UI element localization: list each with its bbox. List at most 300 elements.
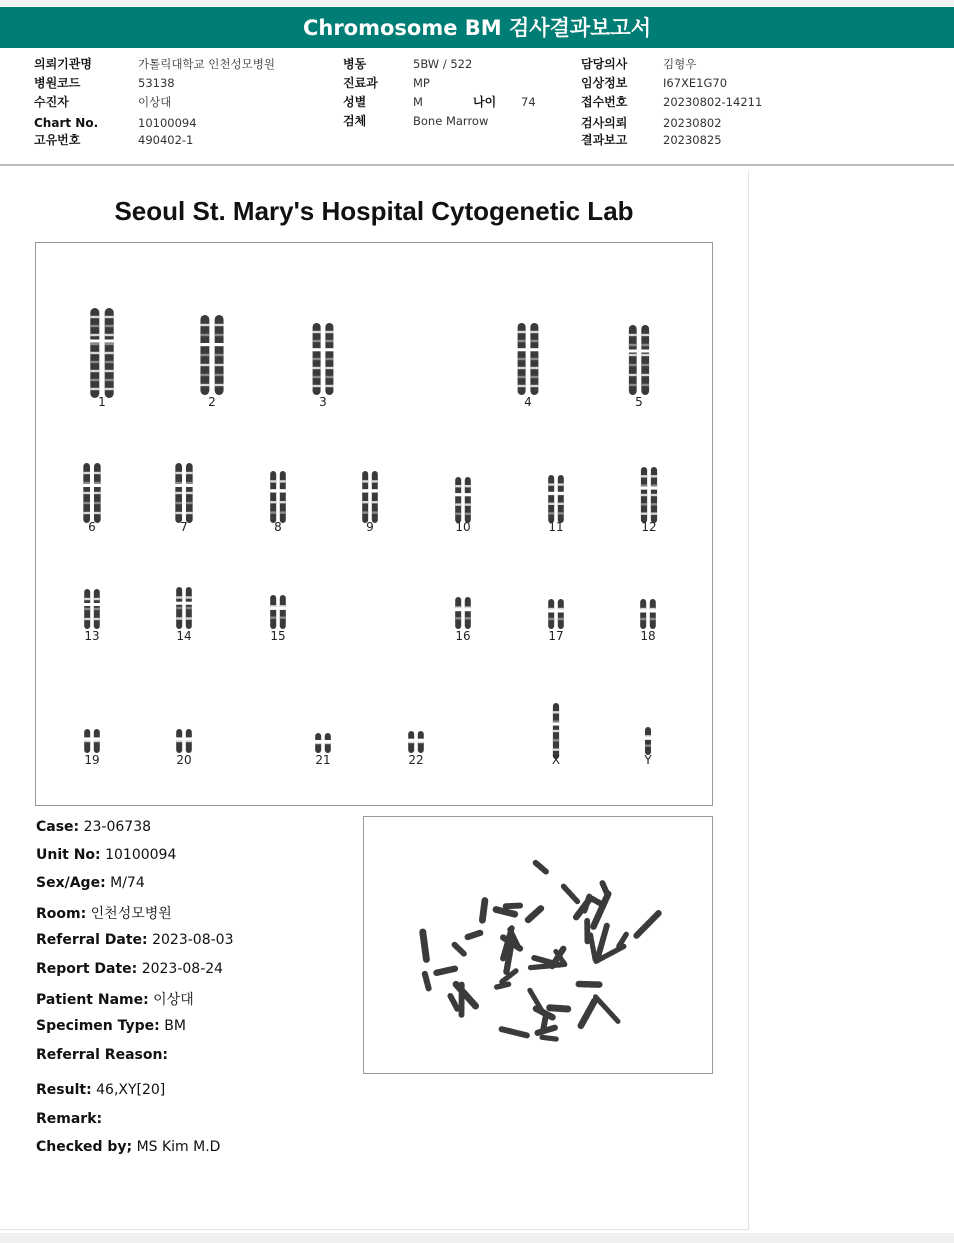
chromosome-band — [530, 340, 538, 342]
chromatid — [465, 597, 471, 629]
chromosome-label-16: 16 — [455, 629, 471, 643]
chromosome-band — [270, 511, 276, 513]
centromere — [548, 610, 555, 613]
chromosome-band — [105, 370, 114, 372]
chromosome-pair-21 — [315, 733, 332, 753]
chromosome-band — [372, 511, 378, 513]
chromosome-band — [105, 334, 114, 336]
field-room: Room: 인천성모병원 — [36, 906, 172, 922]
centromere — [517, 348, 526, 351]
centromere — [185, 602, 192, 605]
chromosome-pair-18 — [640, 599, 657, 629]
chromosome-band — [455, 617, 461, 619]
chromosome-band — [558, 483, 564, 485]
chromosome-band — [518, 331, 526, 333]
chromosome-band — [641, 354, 649, 356]
centromere — [200, 343, 210, 346]
chromosome-label-14: 14 — [176, 629, 192, 643]
chromosome-band — [530, 376, 538, 378]
label-clinical-info: 임상정보 — [581, 76, 628, 90]
chromosome-label-X: X — [551, 753, 561, 767]
metaphase-chromosome — [579, 984, 600, 985]
chromosome-band — [641, 512, 647, 514]
chromosome-pair-11 — [548, 475, 565, 523]
karyogram-panel — [35, 242, 713, 806]
chromosome-label-7: 7 — [180, 520, 188, 534]
chromosome-band — [176, 607, 182, 609]
chromosome-band — [90, 316, 99, 318]
chromosome-pair-22 — [408, 731, 425, 753]
value-hospital-code: 53138 — [138, 76, 175, 90]
field-specimen-type: Specimen Type: BM — [36, 1018, 186, 1034]
chromosome-band — [90, 352, 99, 354]
chromosome-pair-6 — [83, 463, 101, 523]
chromosome-band — [200, 334, 209, 336]
chromosome-pair-12 — [640, 467, 657, 523]
chromosome-band — [651, 484, 657, 486]
chromosome-band — [200, 384, 209, 386]
chromosome-band — [629, 354, 637, 356]
label-age: 나이 — [473, 95, 497, 109]
chromosome-band — [641, 475, 647, 477]
chromosome-band — [548, 503, 554, 505]
metaphase-chromosome — [581, 1001, 595, 1026]
value-department: MP — [413, 76, 430, 90]
centromere — [104, 340, 114, 343]
metaphase-chromosome — [592, 899, 603, 905]
chromosome-band — [641, 494, 647, 496]
chromosome-label-15: 15 — [270, 629, 286, 643]
chromosome-band — [313, 358, 321, 360]
value-clinical-info: I67XE1G70 — [663, 76, 728, 90]
chromosome-band — [200, 354, 209, 356]
chromosome-band — [215, 364, 224, 366]
chromatid — [280, 595, 286, 629]
chromosome-band — [325, 385, 333, 387]
metaphase-chromosome — [536, 863, 546, 872]
chromosome-label-19: 19 — [84, 753, 100, 767]
metaphase-chromosome — [482, 901, 484, 921]
centromere — [93, 603, 100, 606]
chromosome-band — [186, 596, 192, 598]
chromosome-label-8: 8 — [274, 520, 282, 534]
value-sex: M — [413, 95, 423, 109]
centromere — [279, 489, 286, 492]
chromosome-pair-20 — [176, 729, 193, 753]
chromosome-band — [548, 483, 554, 485]
top-border — [0, 0, 954, 6]
metaphase-chromosome — [496, 910, 515, 915]
chromosome-band — [200, 324, 209, 326]
metaphase-spread-panel — [363, 816, 713, 1074]
chromosome-band — [465, 485, 471, 487]
chromosome-band — [629, 344, 637, 346]
chromosome-band — [325, 358, 333, 360]
centromere — [324, 740, 331, 743]
label-ward: 병동 — [343, 57, 367, 71]
centromere — [312, 348, 321, 351]
chromosome-band — [372, 501, 378, 503]
chromosome-band — [105, 343, 114, 345]
metaphase-chromosome — [538, 1028, 555, 1033]
chromosome-band — [176, 617, 182, 619]
chromosome-band — [629, 384, 637, 386]
metaphase-chromosome — [506, 906, 520, 907]
chromosome-pair-4 — [517, 323, 539, 395]
field-referral-date: Referral Date: 2023-08-03 — [36, 932, 234, 948]
label-physician: 담당의사 — [581, 57, 628, 71]
chromosome-pair-X — [552, 703, 559, 759]
chromosome-band — [175, 502, 182, 504]
chromosome-band — [518, 358, 526, 360]
chromosome-band — [83, 472, 90, 474]
chromosome-pair-Y — [645, 727, 652, 755]
chromosome-band — [90, 343, 99, 345]
metaphase-chromosome — [468, 933, 480, 937]
field-report-date: Report Date: 2023-08-24 — [36, 961, 224, 977]
centromere — [279, 607, 286, 610]
chromosome-band — [558, 503, 564, 505]
chromosome-pair-8 — [270, 471, 287, 523]
metaphase-chromosome — [598, 926, 607, 957]
chromosome-band — [530, 385, 538, 387]
chromosome-pair-1 — [90, 308, 114, 398]
chromosome-label-1: 1 — [98, 395, 106, 409]
chromosome-band — [200, 364, 209, 366]
chromosome-band — [313, 340, 321, 342]
chromosome-band — [548, 512, 554, 514]
value-physician: 김형우 — [663, 57, 697, 71]
chromosome-band — [651, 494, 657, 496]
chromosome-band — [215, 354, 224, 356]
metaphase-chromosome — [425, 974, 429, 988]
chromosome-band — [455, 485, 461, 487]
chromatid — [548, 599, 554, 629]
chromatid — [640, 599, 646, 629]
chromosome-band — [90, 388, 99, 390]
label-receipt-number: 접수번호 — [581, 95, 628, 109]
centromere — [557, 610, 564, 613]
metaphase-chromosome — [591, 935, 596, 960]
centromere — [464, 493, 471, 496]
chromosome-band — [313, 331, 321, 333]
centromere — [214, 343, 224, 346]
chromosome-band — [645, 744, 651, 746]
chromosome-band — [186, 482, 193, 484]
chromosome-band — [553, 711, 559, 713]
chromosome-band — [105, 361, 114, 363]
metaphase-chromosome — [602, 883, 607, 893]
chromosome-band — [362, 480, 368, 482]
centromere — [548, 492, 555, 495]
centromere — [640, 487, 647, 490]
chromatid — [548, 475, 554, 523]
chromosome-band — [84, 598, 90, 600]
label-test-request: 검사의뢰 — [581, 116, 628, 130]
chromosome-band — [325, 340, 333, 342]
chromatid — [372, 471, 378, 523]
label-specimen: 검체 — [343, 114, 367, 128]
centromere — [552, 723, 559, 726]
chromosome-band — [270, 480, 276, 482]
chromosome-band — [90, 325, 99, 327]
field-result: Result: 46,XY[20] — [36, 1082, 166, 1098]
chromosome-band — [94, 598, 100, 600]
chromosome-band — [90, 379, 99, 381]
chromosome-band — [215, 334, 224, 336]
chromosome-band — [313, 385, 321, 387]
chromosome-label-2: 2 — [208, 395, 216, 409]
centromere — [176, 602, 183, 605]
centromere — [455, 493, 462, 496]
chromosome-band — [313, 367, 321, 369]
chromosome-band — [553, 748, 559, 750]
metaphase-chromosome — [497, 984, 509, 987]
chromosome-band — [530, 367, 538, 369]
chromosome-band — [94, 608, 100, 610]
chromosome-label-10: 10 — [455, 520, 471, 534]
chromosome-band — [215, 384, 224, 386]
chromosome-band — [629, 334, 637, 336]
chromosome-band — [270, 501, 276, 503]
metaphase-chromosome — [528, 908, 541, 919]
chromatid — [362, 471, 368, 523]
chromosome-pair-10 — [455, 477, 472, 523]
chromosome-band — [518, 340, 526, 342]
chromosome-band — [105, 388, 114, 390]
chromatid — [270, 471, 276, 523]
centromere — [417, 739, 424, 742]
centromere — [649, 610, 656, 613]
chromosome-band — [176, 596, 182, 598]
chromosome-band — [105, 316, 114, 318]
chromosome-pair-15 — [270, 595, 287, 629]
chromatid — [650, 599, 656, 629]
centromere — [315, 740, 322, 743]
chromosome-band — [200, 374, 209, 376]
chromosome-pair-14 — [176, 587, 193, 629]
chromosome-band — [94, 492, 101, 494]
chromosome-band — [90, 334, 99, 336]
chromosome-band — [530, 358, 538, 360]
chromosome-band — [175, 482, 182, 484]
value-ward: 5BW / 522 — [413, 57, 473, 71]
chromosome-band — [186, 512, 193, 514]
chromosome-band — [553, 720, 559, 722]
chromosome-band — [94, 482, 101, 484]
field-patient-name: Patient Name: 이상대 — [36, 992, 194, 1008]
chromosome-band — [518, 376, 526, 378]
value-result-report: 20230825 — [663, 133, 722, 147]
chromosome-band — [558, 618, 564, 620]
chromosome-band — [186, 472, 193, 474]
chromosome-band — [651, 512, 657, 514]
label-department: 진료과 — [343, 76, 378, 90]
value-unique-number: 490402-1 — [138, 133, 194, 147]
label-result-report: 결과보고 — [581, 133, 628, 147]
chromosome-label-22: 22 — [408, 753, 424, 767]
chromatid — [280, 471, 286, 523]
centromere — [83, 484, 91, 487]
chromatid — [270, 595, 276, 629]
chromosome-pair-17 — [548, 599, 565, 629]
centromere — [94, 484, 102, 487]
centromere — [464, 608, 471, 611]
label-hospital-code: 병원코드 — [34, 76, 81, 90]
label-unique-number: 고유번호 — [34, 133, 81, 147]
chromosome-band — [641, 364, 649, 366]
centromere — [650, 487, 657, 490]
chromosome-label-17: 17 — [548, 629, 564, 643]
chromosome-band — [84, 608, 90, 610]
centromere — [186, 484, 194, 487]
value-chart-no: 10100094 — [138, 116, 197, 130]
metaphase-chromosome — [542, 1037, 556, 1039]
chromosome-band — [455, 513, 461, 515]
chromosome-pair-5 — [628, 325, 649, 395]
chromatid — [465, 477, 471, 523]
chromosome-band — [629, 374, 637, 376]
chromosome-band — [518, 367, 526, 369]
chromosome-band — [280, 501, 286, 503]
chromosome-band — [90, 370, 99, 372]
chromosome-band — [175, 472, 182, 474]
chromosome-band — [280, 480, 286, 482]
chromosome-band — [280, 616, 286, 618]
chromatid — [455, 477, 461, 523]
chromosome-band — [186, 617, 192, 619]
chromosome-band — [94, 512, 101, 514]
chromosome-band — [641, 344, 649, 346]
centromere — [408, 739, 415, 742]
chromosome-band — [629, 364, 637, 366]
value-age: 74 — [521, 95, 536, 109]
chromosome-band — [651, 503, 657, 505]
centromere — [371, 489, 378, 492]
chromosome-band — [518, 385, 526, 387]
centromere — [325, 348, 334, 351]
chromosome-pair-9 — [362, 471, 379, 523]
chromosome-band — [641, 384, 649, 386]
chromosome-band — [83, 512, 90, 514]
chromosome-label-4: 4 — [524, 395, 532, 409]
centromere — [455, 608, 462, 611]
chromosome-band — [186, 492, 193, 494]
chromosome-band — [651, 475, 657, 477]
chromosome-band — [558, 512, 564, 514]
metaphase-chromosome — [423, 932, 427, 959]
chromosome-band — [650, 618, 656, 620]
chromosome-band — [641, 374, 649, 376]
field-sex-age: Sex/Age: M/74 — [36, 875, 145, 891]
chromosome-band — [175, 492, 182, 494]
metaphase-chromosome — [636, 913, 659, 936]
chromosome-pair-2 — [200, 315, 224, 395]
value-test-request: 20230802 — [663, 116, 722, 130]
centromere — [362, 489, 369, 492]
chromosome-band — [84, 618, 90, 620]
field-checked-by: Checked by; MS Kim M.D — [36, 1139, 221, 1155]
value-patient: 이상대 — [138, 95, 172, 109]
report-title-bar — [0, 7, 954, 48]
centromere — [84, 737, 91, 740]
chromosome-band — [548, 618, 554, 620]
chromosome-pair-13 — [84, 589, 101, 629]
chromosome-band — [83, 492, 90, 494]
bottom-border — [0, 1233, 954, 1243]
metaphase-chromosome — [437, 969, 455, 973]
chromosome-band — [105, 325, 114, 327]
karyogram-image — [36, 243, 712, 805]
chromosome-pair-7 — [175, 463, 193, 523]
chromosome-band — [465, 503, 471, 505]
metaphase-spread-image — [364, 817, 712, 1073]
chromosome-band — [465, 513, 471, 515]
centromere — [645, 737, 652, 740]
value-specimen: Bone Marrow — [413, 114, 489, 128]
chromosome-band — [186, 607, 192, 609]
centromere — [270, 607, 277, 610]
centromere — [93, 737, 100, 740]
chromosome-pair-19 — [84, 729, 101, 753]
chromatid — [558, 475, 564, 523]
chromatid — [455, 597, 461, 629]
centromere — [90, 340, 100, 343]
chromosome-pair-16 — [455, 597, 472, 629]
label-chart-no: Chart No. — [34, 116, 99, 130]
chromosome-band — [90, 361, 99, 363]
centromere — [270, 489, 277, 492]
centromere — [185, 737, 192, 740]
metaphase-chromosome — [502, 1029, 528, 1035]
chromosome-band — [215, 324, 224, 326]
metaphase-chromosome — [455, 945, 464, 954]
chromatid — [645, 727, 651, 755]
field-remark: Remark: — [36, 1111, 103, 1127]
chromatid — [558, 599, 564, 629]
chromosome-label-6: 6 — [88, 520, 96, 534]
chromosome-band — [215, 374, 224, 376]
metaphase-chromosome — [450, 996, 457, 1009]
chromosome-band — [640, 618, 646, 620]
chromosome-band — [641, 334, 649, 336]
chromosome-band — [270, 616, 276, 618]
chromosome-band — [362, 511, 368, 513]
chromosome-band — [83, 502, 90, 504]
label-patient: 수진자 — [34, 95, 69, 109]
chromosome-band — [105, 352, 114, 354]
lab-title: Seoul St. Mary's Hospital Cytogenetic Lab — [114, 196, 634, 226]
metaphase-chromosome — [564, 886, 578, 902]
field-referral-reason: Referral Reason: — [36, 1047, 169, 1063]
field-case: Case: 23-06738 — [36, 819, 152, 835]
metaphase-chromosome — [596, 997, 618, 1022]
chromosome-label-11: 11 — [548, 520, 564, 534]
centromere — [640, 610, 647, 613]
chromosome-label-13: 13 — [84, 629, 100, 643]
value-receipt-number: 20230802-14211 — [663, 95, 763, 109]
centromere — [176, 737, 183, 740]
label-sex: 성별 — [343, 95, 367, 109]
chromosome-band — [465, 617, 471, 619]
chromosome-label-12: 12 — [641, 520, 657, 534]
chromosome-band — [313, 376, 321, 378]
chromosome-label-21: 21 — [315, 753, 331, 767]
chromosome-band — [372, 480, 378, 482]
chromosome-band — [641, 484, 647, 486]
centromere — [628, 350, 637, 353]
chromosome-band — [83, 482, 90, 484]
